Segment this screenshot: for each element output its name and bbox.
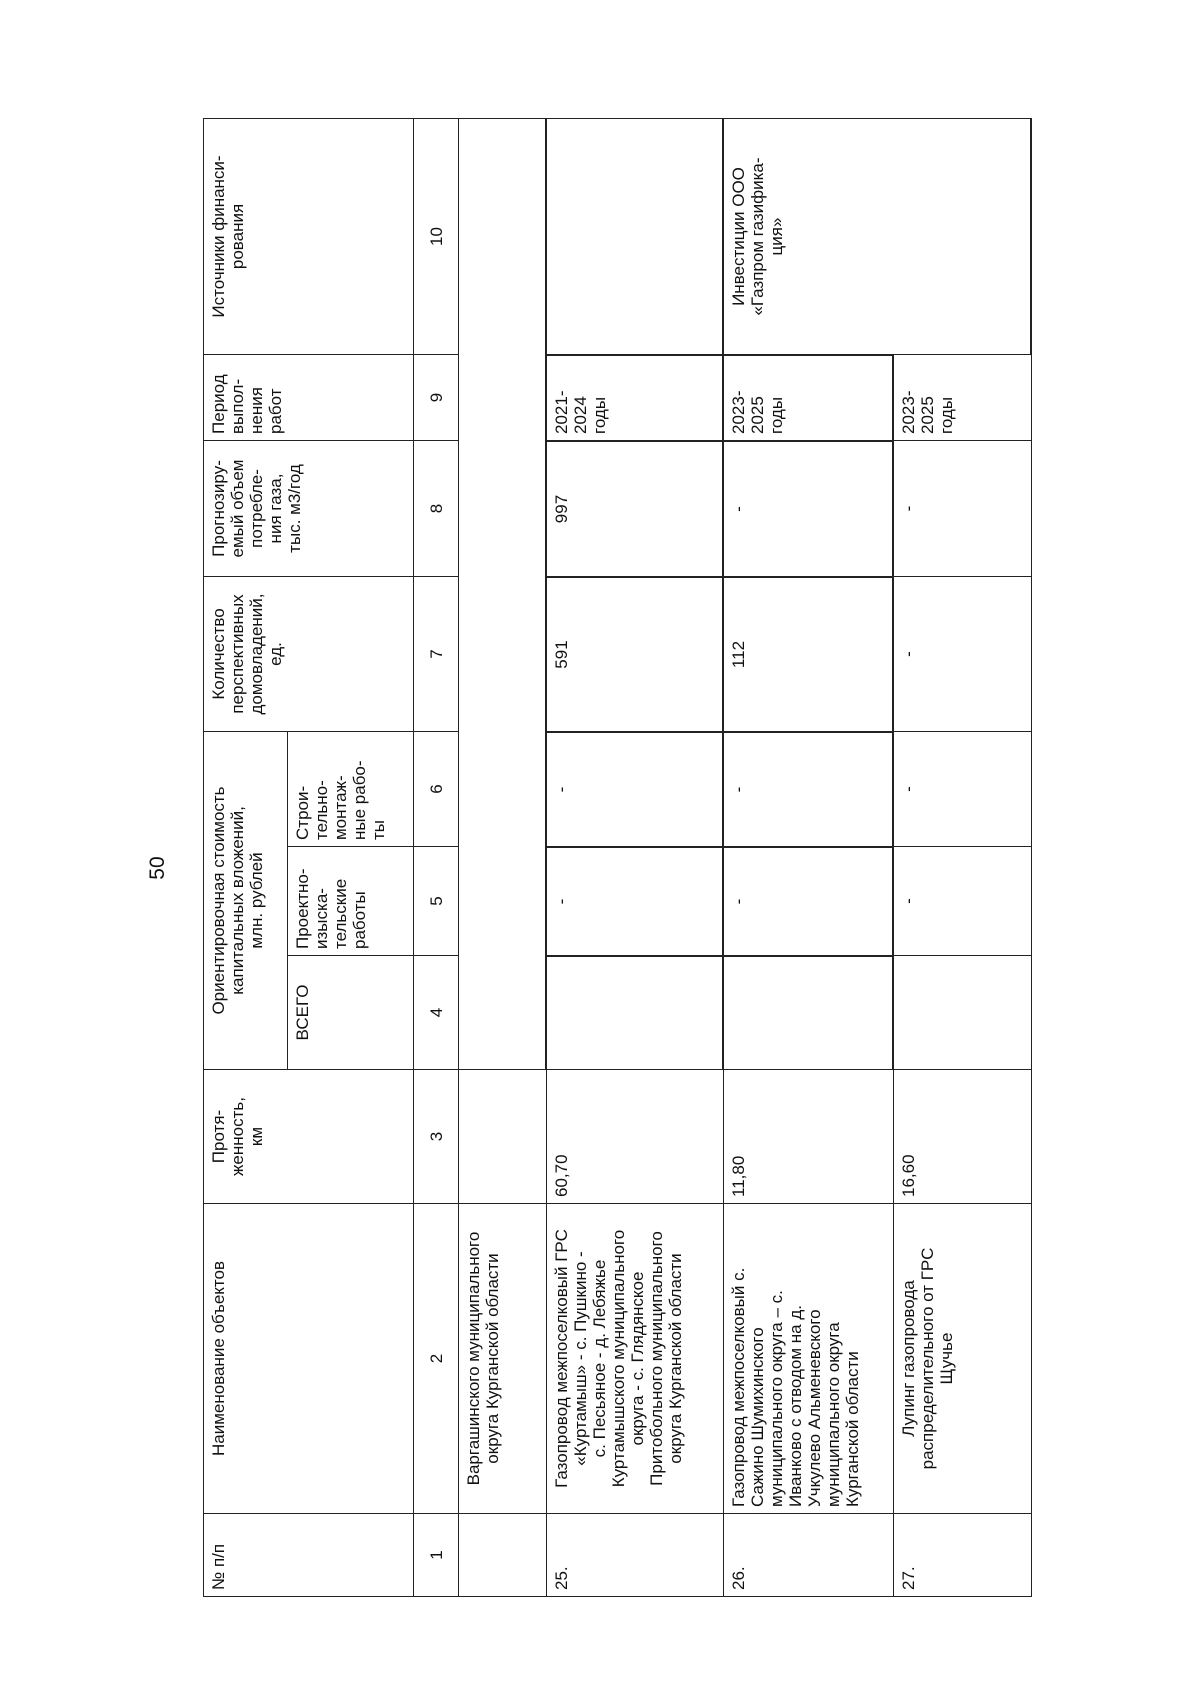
row-length: 11,80 xyxy=(724,1070,894,1204)
header-cost-group: Ориентировочная стоимость капитальных вложений, млн. рублей xyxy=(204,731,288,1069)
row-period: 2021- 2024 годы xyxy=(546,355,723,441)
header-financing: Источники финанси- рования xyxy=(204,118,414,354)
row-total-empty xyxy=(546,956,723,1070)
row-name: Газопровод межпоселковый ГРС «Куртамыш» - с. Пушкино - с. Песьяное - д. Лебяжье Куртамышского муниципального округа - с. Глядянское Притобольного муниципального округа Курганской области xyxy=(547,1204,724,1514)
row-households: 112 xyxy=(723,577,893,732)
col-number: 6 xyxy=(414,731,459,846)
header-smr: Строи- тельно- монтаж- ные рабо- ты xyxy=(288,731,414,846)
row-length: 16,60 xyxy=(894,1070,1032,1204)
row-smr: - xyxy=(546,732,723,847)
col-number: 9 xyxy=(414,354,459,440)
col-number: 10 xyxy=(414,118,459,354)
column-number-row xyxy=(414,118,459,1596)
row-smr: - xyxy=(894,731,1032,846)
col-number: 1 xyxy=(414,1514,459,1597)
col-number: 5 xyxy=(414,847,459,956)
section-empty-cell xyxy=(459,1070,547,1204)
col-number: 8 xyxy=(414,440,459,576)
col-number: 4 xyxy=(414,956,459,1070)
row-financing-source: Инвестиции ООО «Газпром газифика- ция» xyxy=(723,118,1031,355)
col-number: 2 xyxy=(414,1204,459,1514)
row-num: 27. xyxy=(894,1514,1032,1597)
row-name: Газопровод межпоселковый с. Сажино Шумихинского муниципального округа – с. Иванково с отводом на д. Учкулево Альменевского муниципального округа Курганской области xyxy=(724,1204,894,1514)
col-number: 7 xyxy=(414,576,459,731)
row-pir: - xyxy=(546,847,723,956)
row-households: 591 xyxy=(546,577,723,732)
row-total-empty xyxy=(894,956,1032,1070)
col-number: 3 xyxy=(414,1070,459,1204)
row-length: 60,70 xyxy=(547,1070,724,1204)
row-smr: - xyxy=(723,732,893,847)
header-pir: Проектно- изыска- тельские работы xyxy=(288,847,414,956)
row-name: Лупинг газопровода распределительного от ГРС Щучье xyxy=(894,1204,1032,1514)
row-gas-volume: - xyxy=(894,440,1032,576)
row-pir: - xyxy=(723,847,893,956)
row-period: 2023- 2025 годы xyxy=(894,354,1032,440)
section-merged-cell-box xyxy=(458,118,546,1070)
header-num: № п/п xyxy=(204,1514,414,1597)
section-title: Варгашинского муниципального округа Курганской области xyxy=(459,1204,547,1514)
row-total-empty xyxy=(723,956,893,1070)
row-source-empty xyxy=(546,118,723,355)
rotated-table-container xyxy=(203,119,1031,1597)
header-gas-volume: Прогнозиру- емый объем потребле- ния газа, тыс. м3/год xyxy=(204,440,414,576)
header-name: Наименование объектов xyxy=(204,1204,414,1514)
header-total: ВСЕГО xyxy=(288,956,414,1070)
header-length: Протя- женность, км xyxy=(204,1070,414,1204)
row-households: - xyxy=(894,576,1032,731)
row-gas-volume: 997 xyxy=(546,441,723,577)
section-empty-cell xyxy=(459,1514,547,1597)
header-households: Количество перспективных домовладений, ед. xyxy=(204,576,414,731)
header-period: Период выпол- нения работ xyxy=(204,354,414,440)
row-gas-volume: - xyxy=(723,441,893,577)
page-number: 50 xyxy=(146,856,169,880)
row-num: 25. xyxy=(547,1514,724,1597)
row-period: 2023- 2025 годы xyxy=(723,355,893,441)
header-row-1 xyxy=(204,118,288,1596)
row-pir: - xyxy=(894,847,1032,956)
row-num: 26. xyxy=(724,1514,894,1597)
